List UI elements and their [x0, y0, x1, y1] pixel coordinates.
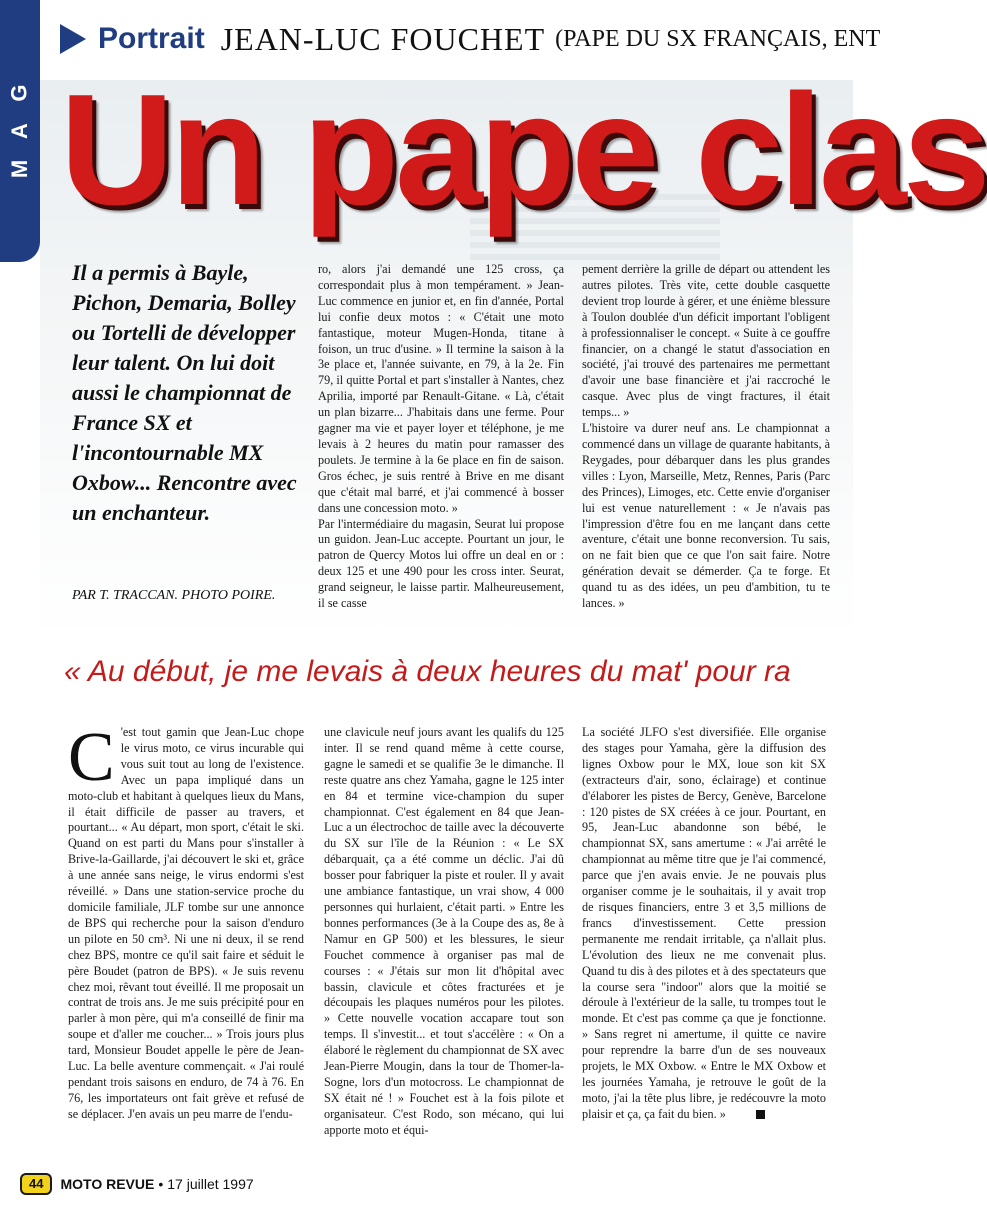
- top-column-3: [582, 262, 830, 630]
- paragraph: ro, alors j'ai demandé une 125 cross, ça correspondait plus à mon tempérament. » Jean-Luc commence en junior et, en fin d'année, Portal lui confie deux motos : « C'était une moto fantastique, moteur Mugen-Honda, titane à foison, un truc d'usine. » Il termine la saison à la 3e place et, l'année suivante, en 79, à la 2e. Fin 79, il quitte Portal et part s'installer à Nantes, chez Aprilia, importé par Renault-Gitane. « Là, c'était un plan bizarre... J'habitais dans une ferme. Pour gagner ma vie et payer loyer et téléphone, je me levais à 2 heures du matin pour ramasser des poulets. Je termine à la 6e place en fin de saison. Gros échec, je suis rentré à Brive en me disant que c'était mal barré, et j'ai commencé à bosser dans une concession moto. »: [318, 262, 564, 515]
- paragraph: pement derrière la grille de départ ou attendent les autres pilotes. Très vite, cette double casquette devient trop lourde à gérer, et une énième blessure à Toulon doublée d'un déficit important l'obligent à professionnaliser le concept. « Suite à ce gouffre financier, on a changé le statut d'association en société, j'ai trouvé des partenaires me permettant d'avoir une base financière et j'ai raccroché le casque. Avec plus de vingt fractures, il était temps... »: [582, 262, 830, 420]
- paragraph: [582, 725, 826, 1123]
- drop-cap: C: [68, 719, 115, 796]
- byline: PAR T. TRACCAN. PHOTO POIRE.: [72, 588, 276, 603]
- tab-letter: A: [6, 123, 32, 139]
- intro-text: Il a permis à Bayle, Pichon, Demaria, Bolley ou Tortelli de développer leur talent. On lui doit aussi le championnat de France SX et l'incontournable MX Oxbow... Rencontre avec un enchanteur.: [72, 260, 297, 525]
- mag-section-tab: [0, 0, 40, 262]
- tab-letter: G: [7, 84, 32, 102]
- subject-subtitle: (PAPE DU SX FRANÇAIS, ENT: [555, 25, 881, 52]
- triangle-icon: [60, 24, 86, 54]
- bottom-column-2: [324, 725, 564, 1155]
- page-number: 44: [20, 1173, 52, 1195]
- bottom-column-3: [582, 725, 826, 1155]
- paragraph: une clavicule neuf jours avant les qualifs du 125 inter. Il se rend quand même à cette course, gagne le samedi et se qualifie 3e le dimanche. Il reste quatre ans chez Yamaha, gagne le 125 inter en 84 et termine vice-champion du super championnat. C'est également en 84 que Jean-Luc a un électrochoc de taille avec la découverte du SX sur l'île de la Réunion : « Le SX débarquait, ça a été comme un déclic. J'ai dû bosser pour fabriquer la piste et rouler. Il y avait une ambiance fantastique, un vrai show, 4 000 personnes qui hurlaient, c'était parti. » Entre les bonnes performances (3e à la Coupe des as, 8e à Namur en GP 500) et les blessures, le sieur Fouchet commence à organiser pas mal de courses : « J'étais sur mon lit d'hôpital avec bassin, clavicule et côtes fracturées et je découpais les plaques numéros pour les pilotes. » Cette nouvelle vocation accapare tout son temps. Il s'investit... et tout s'accélère : « On a élaboré le règlement du championnat de SX avec Jean-Pierre Mougin, dans la tour de Thomer-la-Sogne, lors d'un motocross. Le championnat de SX était né ! » Fouchet est à la fois pilote et organisateur. C'est Rodo, son mécano, qui lui apporte moto et équi-: [324, 725, 564, 1137]
- subject-name: JEAN-LUC FOUCHET: [220, 20, 546, 57]
- separator: •: [158, 1176, 164, 1192]
- issue-date: 17 juillet 1997: [167, 1176, 254, 1192]
- top-column-2: [318, 262, 564, 630]
- tab-letter: M: [6, 159, 32, 179]
- paragraph-text: La société JLFO s'est diversifiée. Elle organise des stages pour Yamaha, gère la diffusion des lignes Oxbow pour le MX, loue son kit SX (extracteurs d'air, sono, éclairage) et continue d'élaborer les pistes de Bercy, Genève, Barcelone : 120 pistes de SX créées à ce jour. Pourtant, en 95, Jean-Luc abandonne son bébé, le championnat SX, sans amertume : « J'ai arrêté le championnat au même titre que je l'ai commencé, parce que j'en avais envie. Je ne pouvais plus organiser comme je le souhaitais, il y avait trop de risques financiers, entre 3 et 3,5 millions de francs d'investissement. Cette pression permanente me rendait irritable, ça n'allait plus. L'évolution des lieux ne me convenait plus. Quand tu dis à des pilotes et à des spectateurs que la course sera "indoor" alors que la moitié se déroule à l'extérieur de la salle, tu trompes tout le monde. Et c'est pas comme ça que je fonctionne. » Sans regret ni amertume, il quitte ce navire pour reprendre la barre d'un de ses nouveaux projets, le MX Oxbow. « Entre le MX Oxbow et les journées Yamaha, je retrouve le goût de la moto, j'ai la tête plus libre, je redécouvre la moto plaisir et ça, ça fait du bien. »: [582, 725, 826, 1121]
- pull-quote: « Au début, je me levais à deux heures du mat' pour ra: [64, 655, 791, 688]
- article-title: Un pape clas: [60, 62, 987, 238]
- paragraph: L'histoire va durer neuf ans. Le championnat a commencé dans un village de quarante habitants, à Reygades, pour débarquer dans les plus grandes villes : Lyon, Marseille, Metz, Rennes, Paris (Parc des Princes), Limoges, etc. Cette envie d'organiser lui est venue naturellement : « Je n'avais pas l'impression d'être fou en me lançant dans cette aventure, c'était une bonne reconversion. Tu sais, on ne fait bien que ce que l'on sait faire. Notre génération devait se démerder. Ça te forge. Et quand tu as des idées, un peu d'ambition, tu te lances. »: [582, 421, 830, 611]
- bottom-column-1: [68, 719, 304, 1155]
- publication-name: MOTO REVUE: [60, 1176, 155, 1192]
- section-label: Portrait: [98, 22, 205, 55]
- paragraph: 'est tout gamin que Jean-Luc chope le virus moto, ce virus incurable qui vous suit tout au long de l'existence. Avec un papa impliqué dans un moto-club et habitant à quelques lieux du Mans, il était difficile de passer au travers, et pourtant... « Au départ, mon sport, c'était le ski. Quand on est parti du Mans pour s'installer à Brive-la-Gaillarde, j'ai découvert le ski et, grâce à une année sans neige, le virus endormi s'est réveillé. » Dans une station-service proche du domicile familiale, JLF tombe sur une annonce de BPS qui recherche pour la saison d'enduro un pilote en 50 cm³. Ni une ni deux, il se rend chez BPS, montre ce qu'il sait faire et séduit le père Boudet (patron de BPS). « Je suis revenu chez moi, rêvant tout éveillé. Il me proposait un contrat de trois ans. Je me suis précipité pour en parler à mon père, qui m'a conseillé de finir ma soupe et d'aller me coucher... » Trois jours plus tard, Monsieur Boudet appelle le père de Jean-Luc. La belle aventure commençait. « J'ai roulé pendant trois saisons en enduro, de 74 à 76. En 76, les importateurs ont fait grève et refusé de se déplacer. J'en avais un peu marre de l'endu-: [68, 725, 304, 1121]
- page-footer: [20, 1172, 254, 1196]
- article-header: [60, 14, 881, 64]
- paragraph: Par l'intermédiaire du magasin, Seurat lui propose un guidon. Jean-Luc accepte. Pourtant un jour, le patron de Quercy Motos lui offre un deal en or : deux 125 et une 490 pour les cross inter. Seurat, grand seigneur, le laisse partir. Malheureusement, il se casse: [318, 516, 564, 611]
- end-mark-icon: [756, 1110, 765, 1119]
